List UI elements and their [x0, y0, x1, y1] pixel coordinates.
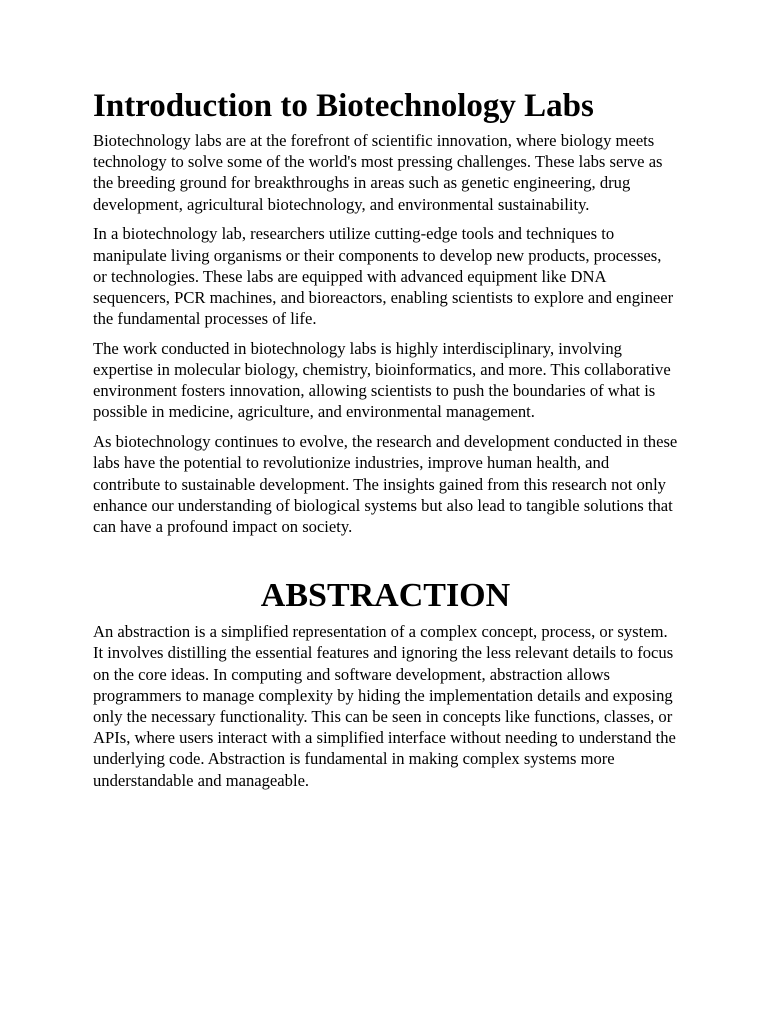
intro-paragraph-3: The work conducted in biotechnology labs is highly interdisciplinary, involving expertise in molecular biology, chemistry, bioinformatics, and more. This collaborative environment fosters innovation, allowing scientists to push the boundaries of what is possible in medicine, agriculture, and environmental management.	[93, 338, 671, 422]
intro-paragraph-1: Biotechnology labs are at the forefront of scientific innovation, where biology meets technology to solve some of the world's most pressing challenges. These labs serve as the breeding ground for breakthroughs in areas such as genetic engineering, drug development, agricultural biotechnology, and environmental sustainability.	[93, 131, 663, 214]
abstraction-heading: ABSTRACTION	[260, 577, 511, 615]
abstraction-paragraph-1: An abstraction is a simplified representation of a complex concept, process, or system. It involves distilling the essential features and ignoring the less relevant details to focus on the core ideas. In computing and software development, abstraction allows programmers to manage complexity by hiding the implementation details and exposing only the necessary functionality. This can be seen in concepts like functions, classes, or APIs, where users interact with a simplified interface without needing to understand the underlying code. Abstraction is fundamental in making complex systems more understandable and manageable.	[93, 622, 676, 790]
intro-paragraph-4: As biotechnology continues to evolve, the research and development conducted in these labs have the potential to revolutionize industries, improve human health, and contribute to sustainable development. The insights gained from this research not only enhance our understanding of biological systems but also lead to tangible solutions that can have a profound impact on society.	[93, 432, 678, 536]
document-page	[93, 84, 678, 799]
intro-section	[93, 84, 678, 537]
intro-paragraph-2: In a biotechnology lab, researchers utilize cutting-edge tools and techniques to manipulate living organisms or their components to develop new products, processes, or technologies. These labs are equipped with advanced equipment like DNA sequencers, PCR machines, and bioreactors, enabling scientists to explore and engineer the fundamental processes of life.	[93, 224, 674, 329]
intro-heading: Introduction to Biotechnology Labs	[93, 88, 594, 124]
abstraction-section	[93, 574, 678, 791]
